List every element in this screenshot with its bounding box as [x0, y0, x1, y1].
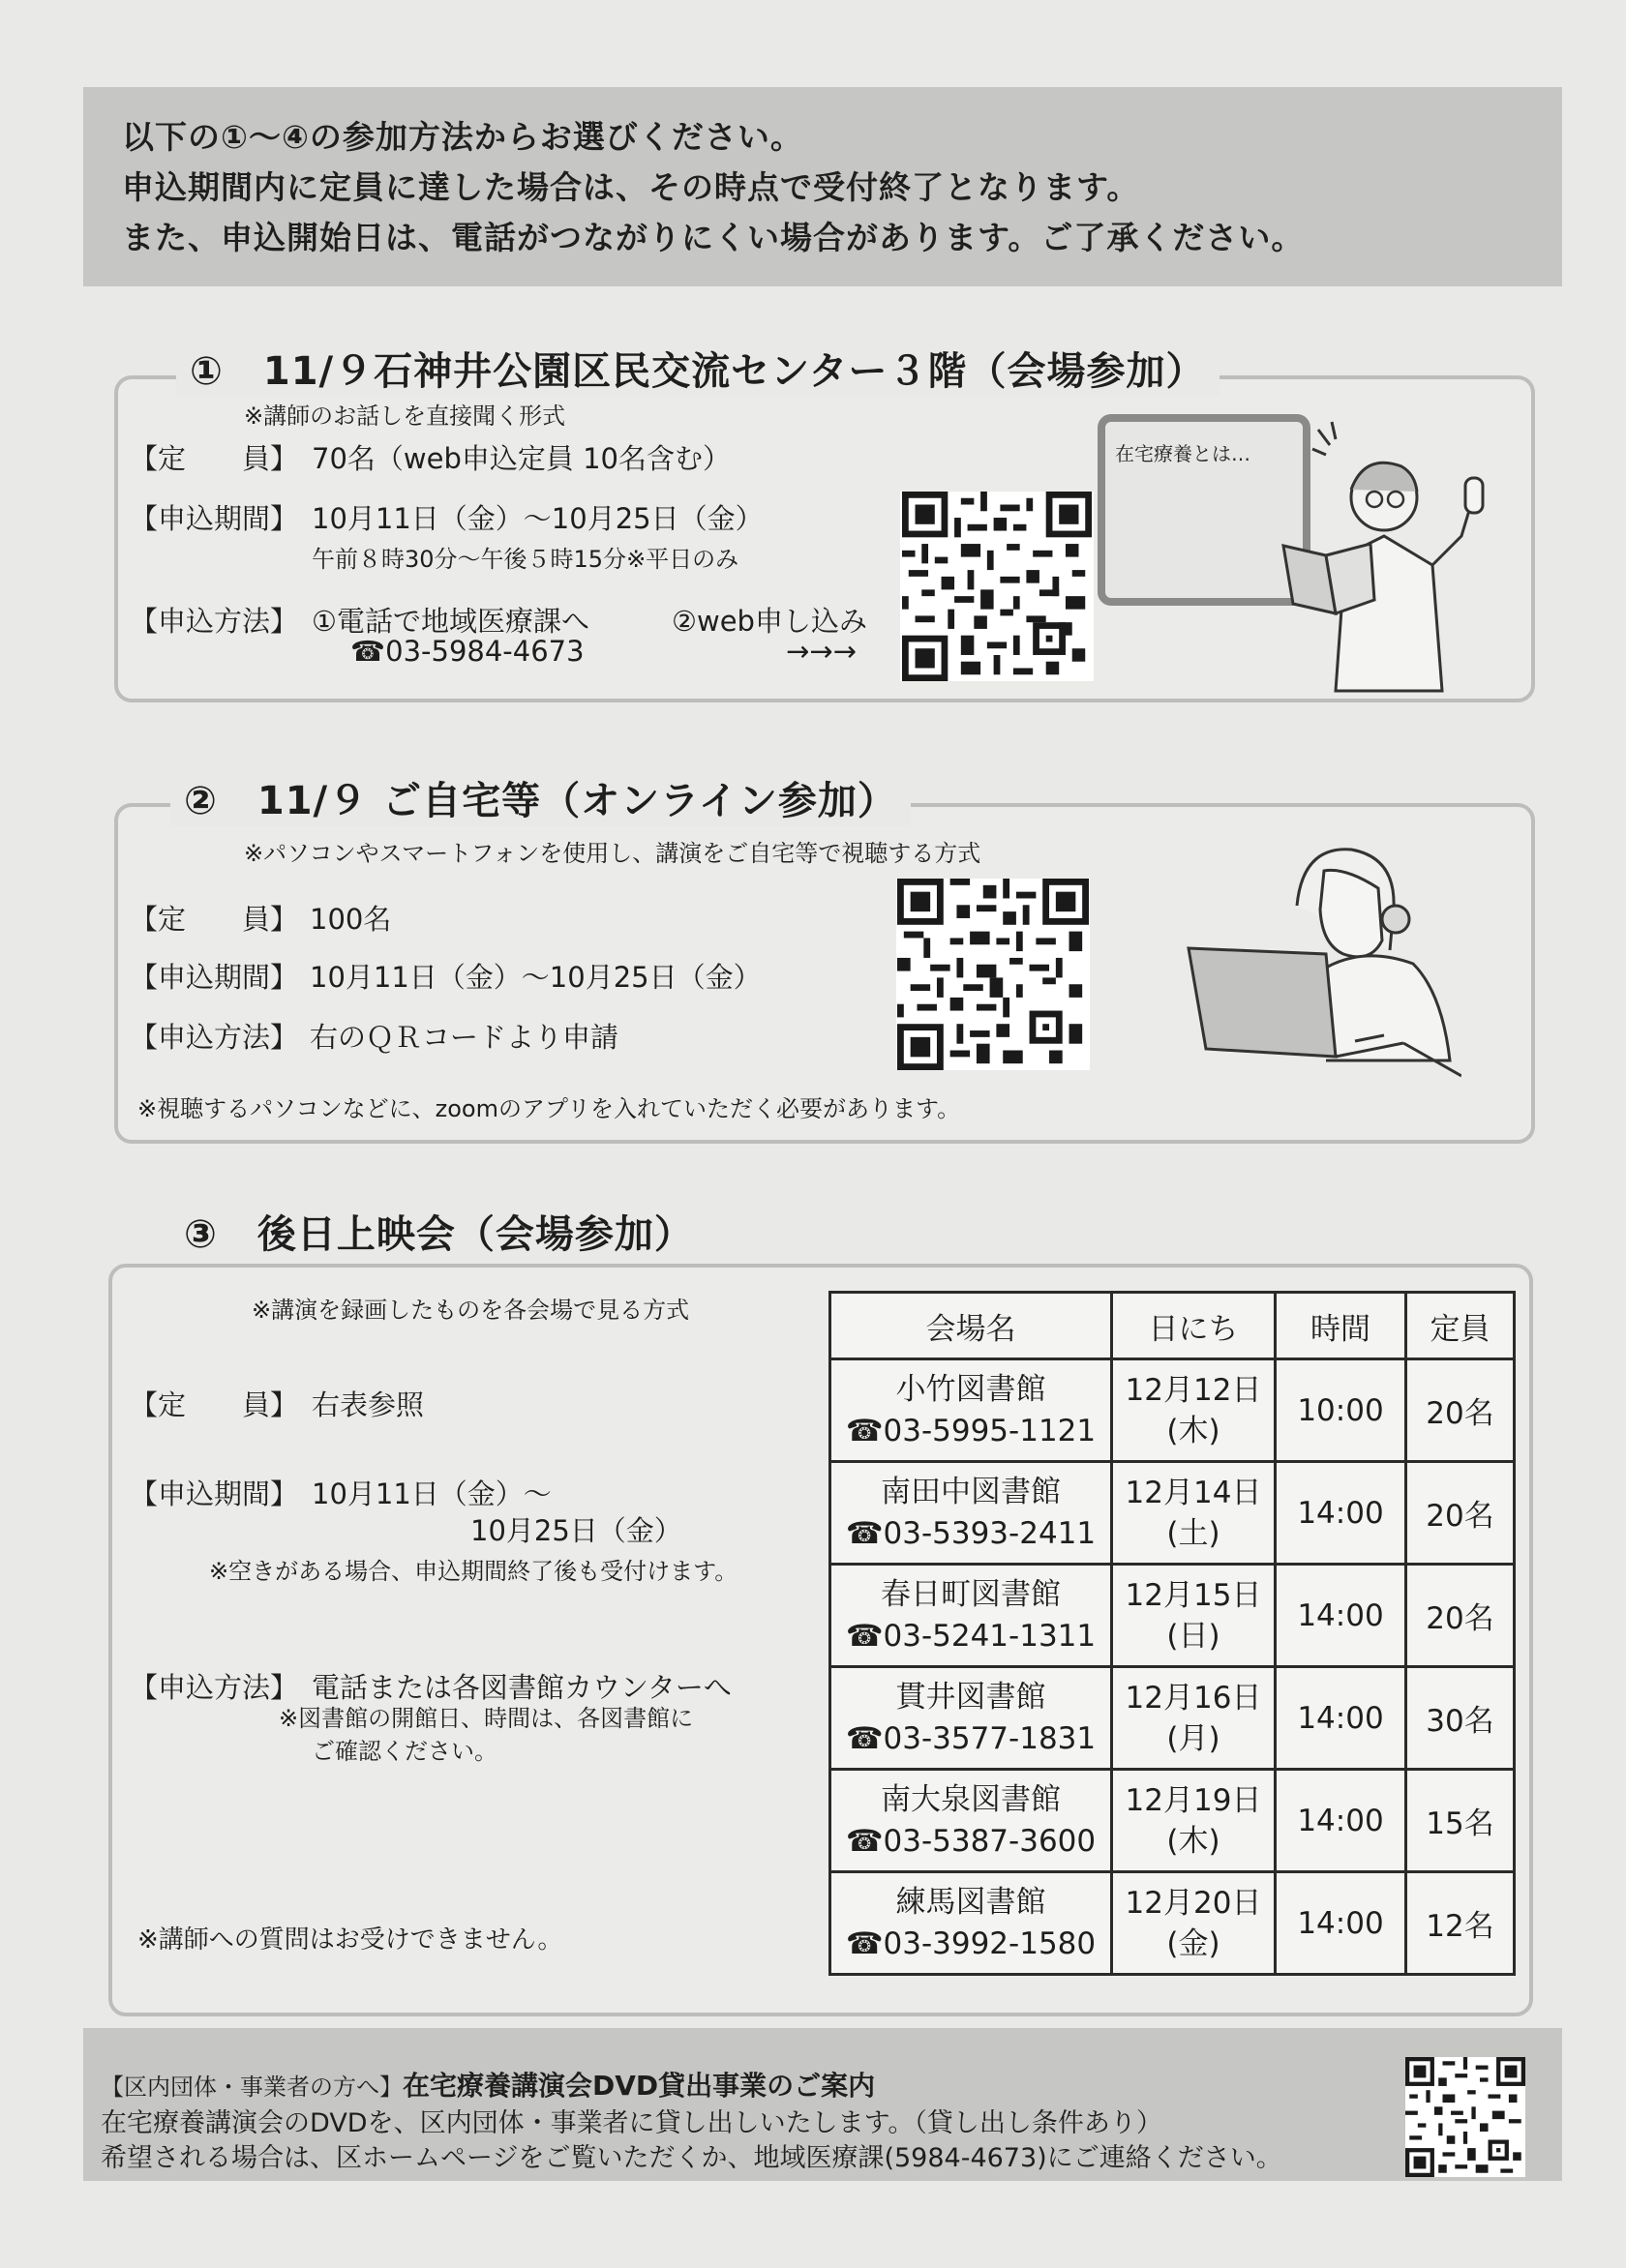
footer-line-1: 在宅療養講演会のDVDを、区内団体・事業者に貸し出しいたします。（貸し出し条件あり） — [101, 2108, 1162, 2138]
venue-capacity: 30名 — [1406, 1667, 1515, 1770]
venue-name: 練馬図書館 — [895, 1884, 1046, 1920]
table-row — [830, 1462, 1515, 1565]
section2-footnote: ※視聴するパソコンなどに、zoomのアプリを入れていただく必要があります。 — [137, 1095, 961, 1122]
venue-date: 12月19日 — [1125, 1782, 1262, 1818]
section3-method-label: 【申込方法】 — [130, 1671, 299, 1704]
venue-day: (月) — [1166, 1720, 1220, 1756]
section3-period-note: ※空きがある場合、申込期間終了後も受付けます。 — [209, 1558, 738, 1585]
section1-hours: 午前８時30分〜午後５時15分※平日のみ — [312, 546, 739, 573]
venue-date: 12月12日 — [1125, 1372, 1262, 1408]
section3-method-note-1: ※図書館の開館日、時間は、各図書館に — [279, 1705, 694, 1732]
venue-tel: ☎03-5387-3600 — [845, 1823, 1097, 1859]
section2-title: ② 11/９ ご自宅等（オンライン参加） — [170, 770, 911, 825]
section3-title: ③ 後日上映会（会場参加） — [170, 1204, 708, 1259]
venue-tel: ☎03-5241-1311 — [845, 1618, 1097, 1654]
intro-line-3: また、申込開始日は、電話がつながりにくい場合があります。ご了承ください。 — [122, 219, 1305, 256]
header-time: 時間 — [1276, 1293, 1406, 1359]
venue-day: (木) — [1166, 1823, 1220, 1859]
table-row — [830, 1565, 1515, 1667]
venue-time: 14:00 — [1276, 1565, 1406, 1667]
section2-period: 10月11日（金）〜10月25日（金） — [310, 961, 762, 994]
section2-capacity: 100名 — [310, 903, 392, 936]
venue-date: 12月14日 — [1125, 1475, 1262, 1510]
table-row — [830, 1770, 1515, 1872]
header-date: 日にち — [1112, 1293, 1276, 1359]
venue-day: (日) — [1166, 1618, 1220, 1654]
venue-day: (木) — [1166, 1413, 1220, 1448]
section3-method-note-2: ご確認ください。 — [312, 1738, 497, 1765]
venue-tel: ☎03-3992-1580 — [845, 1925, 1097, 1961]
venue-capacity: 20名 — [1406, 1462, 1515, 1565]
section1-note: ※講師のお話しを直接聞く形式 — [244, 403, 566, 430]
header-capacity: 定員 — [1406, 1293, 1515, 1359]
venue-capacity: 15名 — [1406, 1770, 1515, 1872]
section1-capacity: 70名（web申込定員 10名含む） — [312, 442, 731, 475]
section1-arrows: →→→ — [786, 635, 857, 668]
section3-capacity-label: 【定 員】 — [130, 1388, 299, 1421]
header-venue: 会場名 — [830, 1293, 1112, 1359]
venue-time: 14:00 — [1276, 1667, 1406, 1770]
intro-line-2: 申込期間内に定員に達した場合は、その時点で受付終了となります。 — [122, 168, 1140, 206]
venue-time: 14:00 — [1276, 1872, 1406, 1975]
venue-time: 10:00 — [1276, 1359, 1406, 1462]
venue-name: 南大泉図書館 — [881, 1781, 1061, 1817]
venue-date: 12月15日 — [1125, 1577, 1262, 1613]
section2-period-label: 【申込期間】 — [130, 961, 299, 994]
section2-method-label: 【申込方法】 — [130, 1021, 299, 1054]
section1-method-label: 【申込方法】 — [130, 605, 299, 638]
venue-name: 貫井図書館 — [895, 1679, 1046, 1715]
table-row — [830, 1872, 1515, 1975]
venue-day: (金) — [1166, 1925, 1220, 1961]
footer-heading-prefix: 【区内団体・事業者の方へ】 — [101, 2074, 403, 2101]
venue-tel: ☎03-5393-2411 — [845, 1515, 1097, 1551]
venue-table-header — [830, 1293, 1515, 1359]
venue-tel: ☎03-3577-1831 — [845, 1720, 1097, 1756]
section3-note: ※講演を録画したものを各会場で見る方式 — [252, 1297, 690, 1324]
teacher-illustration — [1094, 410, 1520, 693]
section1-period-label: 【申込期間】 — [130, 502, 299, 535]
venue-capacity: 12名 — [1406, 1872, 1515, 1975]
venue-name: 南田中図書館 — [881, 1474, 1061, 1509]
footer-heading-title: 在宅療養講演会DVD貸出事業のご案内 — [403, 2070, 876, 2102]
venue-time: 14:00 — [1276, 1462, 1406, 1565]
venue-capacity: 20名 — [1406, 1565, 1515, 1667]
intro-line-1: 以下の①〜④の参加方法からお選びください。 — [122, 118, 803, 156]
footer-qr-code[interactable] — [1405, 2057, 1525, 2177]
section3-period-end: 10月25日（金） — [470, 1514, 682, 1547]
section1-period: 10月11日（金）〜10月25日（金） — [312, 502, 764, 535]
venue-table — [828, 1291, 1516, 1976]
footer-banner — [83, 2028, 1562, 2181]
venue-name: 小竹図書館 — [895, 1371, 1046, 1407]
venue-name: 春日町図書館 — [881, 1576, 1061, 1612]
section2-capacity-label: 【定 員】 — [130, 903, 299, 936]
section1-title: ① 11/９石神井公園区民交流センター３階（会場参加） — [176, 341, 1220, 396]
section1-phone: ☎03-5984-4673 — [350, 635, 585, 668]
section3-method: 電話または各図書館カウンターへ — [312, 1671, 732, 1704]
section1-method-web: ②web申し込み — [672, 605, 867, 638]
board-text: 在宅療養とは… — [1115, 442, 1250, 465]
section1-method-phone: ①電話で地域医療課へ — [312, 605, 589, 638]
section3-period-label: 【申込期間】 — [130, 1477, 299, 1510]
table-row — [830, 1359, 1515, 1462]
section1-capacity-label: 【定 員】 — [130, 442, 299, 475]
section3-question-note: ※講師への質問はお受けできません。 — [137, 1925, 563, 1955]
venue-time: 14:00 — [1276, 1770, 1406, 1872]
intro-banner — [83, 87, 1562, 286]
venue-tel: ☎03-5995-1121 — [845, 1413, 1097, 1448]
section1-qr-code[interactable] — [900, 492, 1094, 681]
section3-period-start: 10月11日（金）〜 — [312, 1477, 552, 1510]
footer-heading — [101, 2065, 875, 2104]
section3-capacity: 右表参照 — [312, 1388, 425, 1421]
table-row — [830, 1667, 1515, 1770]
footer-line-2: 希望される場合は、区ホームページをご覧いただくか、地域医療課(5984-4673)にご連絡ください。 — [101, 2143, 1282, 2173]
section2-method: 右のＱＲコードより申請 — [310, 1021, 619, 1054]
venue-capacity: 20名 — [1406, 1359, 1515, 1462]
venue-day: (土) — [1166, 1515, 1220, 1551]
laptop-illustration — [1181, 828, 1461, 1082]
venue-date: 12月16日 — [1125, 1680, 1262, 1716]
section2-note: ※パソコンやスマートフォンを使用し、講演をご自宅等で視聴する方式 — [244, 840, 981, 867]
section2-qr-code[interactable] — [896, 879, 1090, 1070]
venue-date: 12月20日 — [1125, 1885, 1262, 1921]
